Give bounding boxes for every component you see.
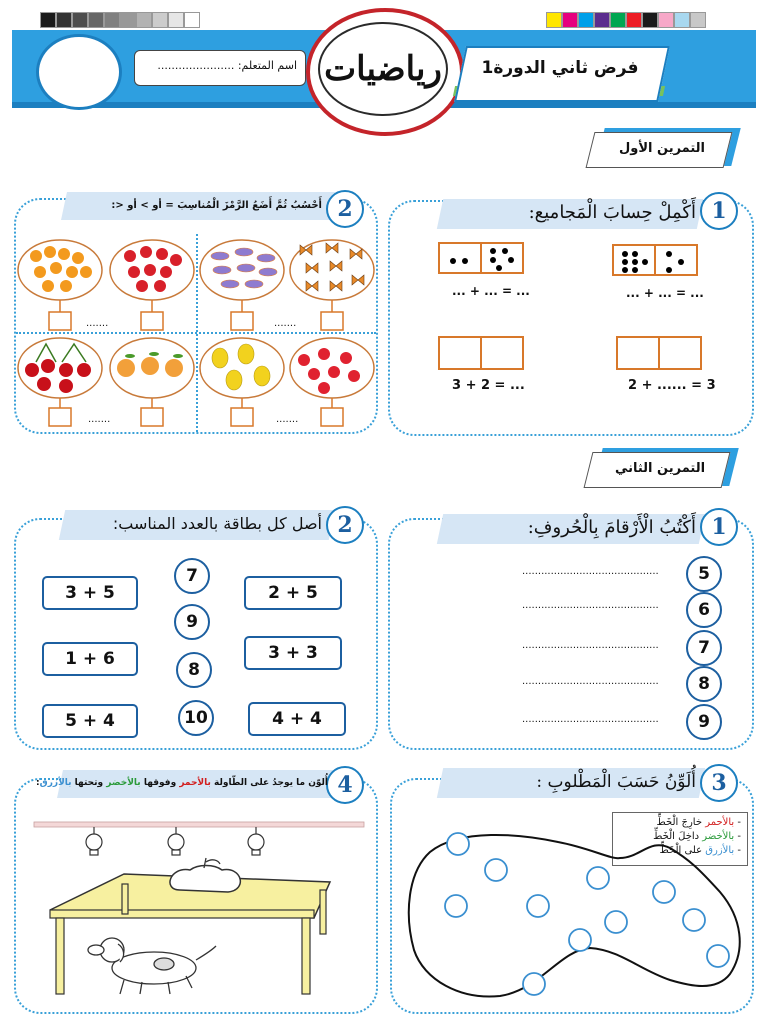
circle-5 bbox=[527, 895, 549, 917]
digit-8: 8 bbox=[686, 666, 722, 702]
subject-title: رياضيات bbox=[318, 22, 448, 116]
q2-instruction: أَحْسُبُ ثُمَّ أَضَعُ الرَّمْزَ الْمُناسِبَ = أو > أو <: bbox=[111, 200, 322, 211]
calibration-swatch-4 bbox=[594, 12, 610, 28]
card-2-plus-5[interactable]: 2 + 5 bbox=[244, 576, 342, 610]
circle-6 bbox=[653, 881, 675, 903]
shelf bbox=[34, 822, 364, 827]
apple bbox=[170, 866, 240, 893]
exercise1-q1-panel bbox=[388, 200, 754, 436]
digit-6: 6 bbox=[686, 592, 722, 628]
write-line-6[interactable]: ........................................... bbox=[522, 600, 659, 611]
section2-banner bbox=[586, 448, 734, 490]
digit-7: 7 bbox=[686, 630, 722, 666]
circle-2 bbox=[485, 859, 507, 881]
s2-q1-instruction: أَكْتُبُ الْأَرْقامَ بِالْحُروفِ: bbox=[527, 517, 696, 538]
eq-bottom-left: 3 + 2 = ... bbox=[452, 378, 525, 393]
compare-blank-2[interactable]: ....... bbox=[274, 318, 297, 329]
q3-number-badge: 3 bbox=[700, 764, 738, 802]
section1-title: التمرين الأول bbox=[618, 141, 706, 156]
student-name-label: اسم المتعلم: ...................... bbox=[157, 59, 297, 72]
q1-instruction: أَكْمِلْ حِسابَ الْمَجاميع: bbox=[528, 202, 696, 223]
q3-instruction: أُلَوِّنُ حَسَبَ الْمَطْلوبِ : bbox=[536, 772, 696, 792]
write-line-5[interactable]: ........................................... bbox=[522, 566, 659, 577]
circle-7 bbox=[605, 911, 627, 933]
calibration-swatch-3 bbox=[578, 12, 594, 28]
write-line-7[interactable]: ........................................... bbox=[522, 640, 659, 651]
compare-illustrations bbox=[14, 234, 378, 434]
domino-top-left bbox=[438, 242, 524, 274]
match-number-8[interactable]: 8 bbox=[176, 652, 212, 688]
domino-bottom-left bbox=[438, 336, 524, 370]
q2-number-badge: 2 bbox=[326, 190, 364, 228]
card-4-plus-4[interactable]: 4 + 4 bbox=[248, 702, 346, 736]
legend-row-2: - بالأخضر داخِلَ الْخَطِّ bbox=[653, 831, 741, 842]
grayscale-calibration-strip bbox=[40, 12, 200, 28]
q4-instruction: أُلوّن ما يوجدُ على الطّاولة بالأحمر وفوقها بالأخضر وتحتها بالأزرق: bbox=[36, 778, 328, 788]
circle-4 bbox=[445, 895, 467, 917]
card-5-plus-4[interactable]: 5 + 4 bbox=[42, 704, 138, 738]
write-line-8[interactable]: ........................................... bbox=[522, 676, 659, 687]
hanging-bulbs bbox=[86, 827, 264, 855]
grade-oval bbox=[36, 34, 122, 110]
dog bbox=[88, 938, 216, 994]
circle-9 bbox=[569, 929, 591, 951]
digit-5: 5 bbox=[686, 556, 722, 592]
domino-top-right bbox=[612, 244, 698, 276]
match-number-9[interactable]: 9 bbox=[174, 604, 210, 640]
calibration-swatch-7 bbox=[642, 12, 658, 28]
legend-row-1: - بالأحمر خارِجَ الْخَطِّ bbox=[656, 817, 741, 828]
card-1-plus-6[interactable]: 1 + 6 bbox=[42, 642, 138, 676]
table-scene bbox=[14, 804, 378, 1014]
blob-drawing bbox=[390, 800, 754, 1014]
card-3-plus-5[interactable]: 3 + 5 bbox=[42, 576, 138, 610]
circle-8 bbox=[683, 909, 705, 931]
section1-banner bbox=[588, 128, 736, 170]
calibration-swatch-2 bbox=[562, 12, 578, 28]
write-line-9[interactable]: ........................................... bbox=[522, 714, 659, 725]
match-number-7[interactable]: 7 bbox=[174, 558, 210, 594]
table-edge bbox=[50, 910, 314, 918]
card-3-plus-3[interactable]: 3 + 3 bbox=[244, 636, 342, 670]
match-number-10[interactable]: 10 bbox=[178, 700, 214, 736]
calibration-swatch-5 bbox=[610, 12, 626, 28]
calibration-swatch-8 bbox=[658, 12, 674, 28]
compare-blank-1[interactable]: ....... bbox=[86, 318, 109, 329]
section2-title: التمرين الثاني bbox=[614, 461, 706, 476]
circle-3 bbox=[587, 867, 609, 889]
calibration-swatch-9 bbox=[674, 12, 690, 28]
calibration-swatch-6 bbox=[626, 12, 642, 28]
student-name-field[interactable] bbox=[134, 50, 306, 86]
exam-title: فرض ثاني الدورة1 bbox=[481, 58, 639, 78]
circle-1 bbox=[447, 833, 469, 855]
s2-q2-instruction: أصل كل بطاقة بالعدد المناسب: bbox=[112, 514, 322, 533]
eq-top-right: ... + ... = ... bbox=[626, 286, 704, 300]
calibration-swatch-1 bbox=[546, 12, 562, 28]
q4-number-badge: 4 bbox=[326, 766, 364, 804]
calibration-swatch-10 bbox=[690, 12, 706, 28]
legend-row-3: - بالأزرق على الْخَطِّ bbox=[659, 845, 741, 856]
digit-9: 9 bbox=[686, 704, 722, 740]
eq-bottom-right: 2 + ...... = 3 bbox=[628, 378, 716, 393]
domino-bottom-right bbox=[616, 336, 702, 370]
compare-blank-4[interactable]: ....... bbox=[276, 414, 299, 425]
compare-blank-3[interactable]: ....... bbox=[88, 414, 111, 425]
q1-number-badge: 1 bbox=[700, 192, 738, 230]
eq-top-left: ... + ... = ... bbox=[452, 284, 530, 298]
s2-q1-number-badge: 1 bbox=[700, 508, 738, 546]
s2-q2-number-badge: 2 bbox=[326, 506, 364, 544]
circle-11 bbox=[523, 973, 545, 995]
circle-10 bbox=[707, 945, 729, 967]
color-calibration-strip bbox=[546, 12, 706, 28]
